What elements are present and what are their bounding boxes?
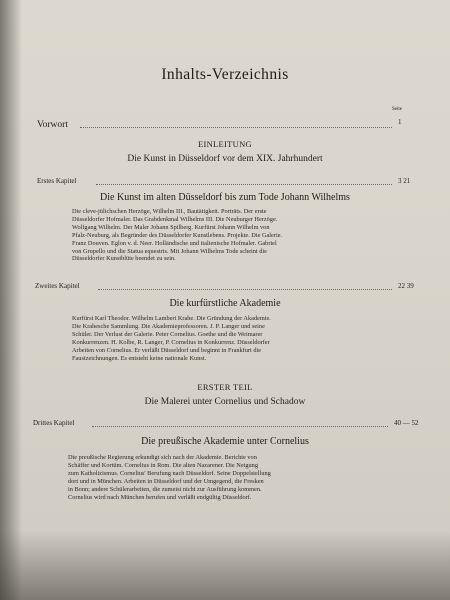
summary-line: Kurfürst Karl Theodor. Wilhelm Lambert Krahe. Die Gründung der Akademie. bbox=[72, 315, 271, 322]
chapter-3-pages: 40 — 52 bbox=[394, 419, 419, 427]
summary-line: Schüler. Der Verlust der Galerie. Peter Cornelius. Goethe und die Weimarer bbox=[72, 330, 263, 338]
chapter-1-pages: 3 21 bbox=[398, 177, 411, 185]
summary-line: Die cleve-jülichschen Herzöge, Wilhelm III., Bautätigkeit. Porträts. Der erste bbox=[72, 208, 267, 215]
einleitung-heading: EINLEITUNG bbox=[198, 139, 252, 149]
page-gutter-shadow bbox=[0, 0, 22, 600]
chapter-3-label: Drittes Kapitel bbox=[33, 419, 75, 427]
chapter-1-label: Erstes Kapitel bbox=[37, 177, 77, 185]
summary-line: Arbeiten von Cornelius. Er verläßt Düsseldorf und beginnt in Frankfurt die bbox=[72, 346, 262, 354]
chapter-1-title: Die Kunst im alten Düsseldorf bis zum Tode Johann Wilhelms bbox=[100, 192, 350, 203]
summary-line: Franz Douven. Eglon v. d. Neer. Holländische und italienische Hofmaler. Gabriel bbox=[72, 239, 277, 247]
dot-leader bbox=[80, 127, 392, 128]
summary-line: zum Katholizismus. Cornelius' Berufung nach Düsseldorf. Seine Doppelstellung bbox=[68, 469, 271, 477]
page-bottom-shadow bbox=[0, 530, 450, 600]
chapter-1-summary bbox=[72, 208, 412, 263]
summary-line: dort und in München. Arbeiten in Düsseldorf und der Umgegend, die Fresken bbox=[68, 477, 264, 485]
chapter-3-title: Die preußische Akademie unter Cornelius bbox=[141, 436, 309, 447]
seite-label: Seite bbox=[392, 107, 402, 112]
summary-line: Cornelius wird nach München berufen und verläßt endgültig Düsseldorf. bbox=[68, 493, 252, 501]
summary-line: Die Krahesche Sammlung. Die Akademieprofessoren. J. P. Langer und seine bbox=[72, 322, 265, 330]
dot-leader bbox=[96, 184, 392, 185]
summary-line: Düsseldorfer Kunstblüte beendet zu sein. bbox=[72, 255, 176, 263]
vorwort-page: 1 bbox=[398, 118, 402, 126]
dot-leader bbox=[92, 426, 388, 427]
chapter-2-summary bbox=[72, 315, 412, 362]
summary-line: Konkurrenzen. H. Kolbe, R. Langer, P. Cornelius in Konkurrenz. Düsseldorfer bbox=[72, 338, 270, 346]
summary-line: Düsseldorfer Hofmaler. Das Grabdenkmal Wilhelms III. Die Neuburger Herzöge. bbox=[72, 215, 278, 223]
part-one-subtitle: Die Malerei unter Cornelius und Schadow bbox=[144, 397, 306, 407]
page-title: Inhalts-Verzeichnis bbox=[161, 66, 289, 83]
summary-line: Pfalz-Neuburg, als Begründer des Düsseldorfer Kunstlebens. Projekte. Die Galerie. bbox=[72, 231, 283, 239]
vorwort-label: Vorwort bbox=[37, 120, 68, 130]
chapter-2-title: Die kurfürstliche Akademie bbox=[169, 298, 281, 309]
summary-line: Die preußische Regierung erkundigt sich nach der Akademie. Berichte von bbox=[68, 454, 257, 461]
einleitung-subtitle: Die Kunst in Düsseldorf vor dem XIX. Jahrhundert bbox=[127, 154, 323, 164]
chapter-2-label: Zweites Kapitel bbox=[35, 282, 80, 290]
summary-line: von Grupello und die Statua equestris. Mit Johann Wilhelms Tode scheint die bbox=[72, 247, 267, 255]
summary-line: in Bonn; andere Schülerarbeiten, die zumeist nicht zur Ausführung kommen. bbox=[68, 485, 262, 493]
summary-line: Faustzeichnungen. Es entsteht keine nationale Kunst. bbox=[72, 354, 207, 362]
summary-line: Wolfgang Wilhelm. Der Maler Johann Spilberg. Kurfürst Johann Wilhelm von bbox=[72, 223, 270, 231]
dot-leader bbox=[98, 289, 392, 290]
chapter-2-pages: 22 39 bbox=[398, 282, 414, 290]
summary-line: Schäffer und Kortüm. Cornelius in Rom. Die alten Nazarener. Die Neigung bbox=[68, 461, 258, 469]
part-one-heading: ERSTER TEIL bbox=[197, 382, 253, 392]
chapter-3-summary bbox=[68, 454, 412, 501]
